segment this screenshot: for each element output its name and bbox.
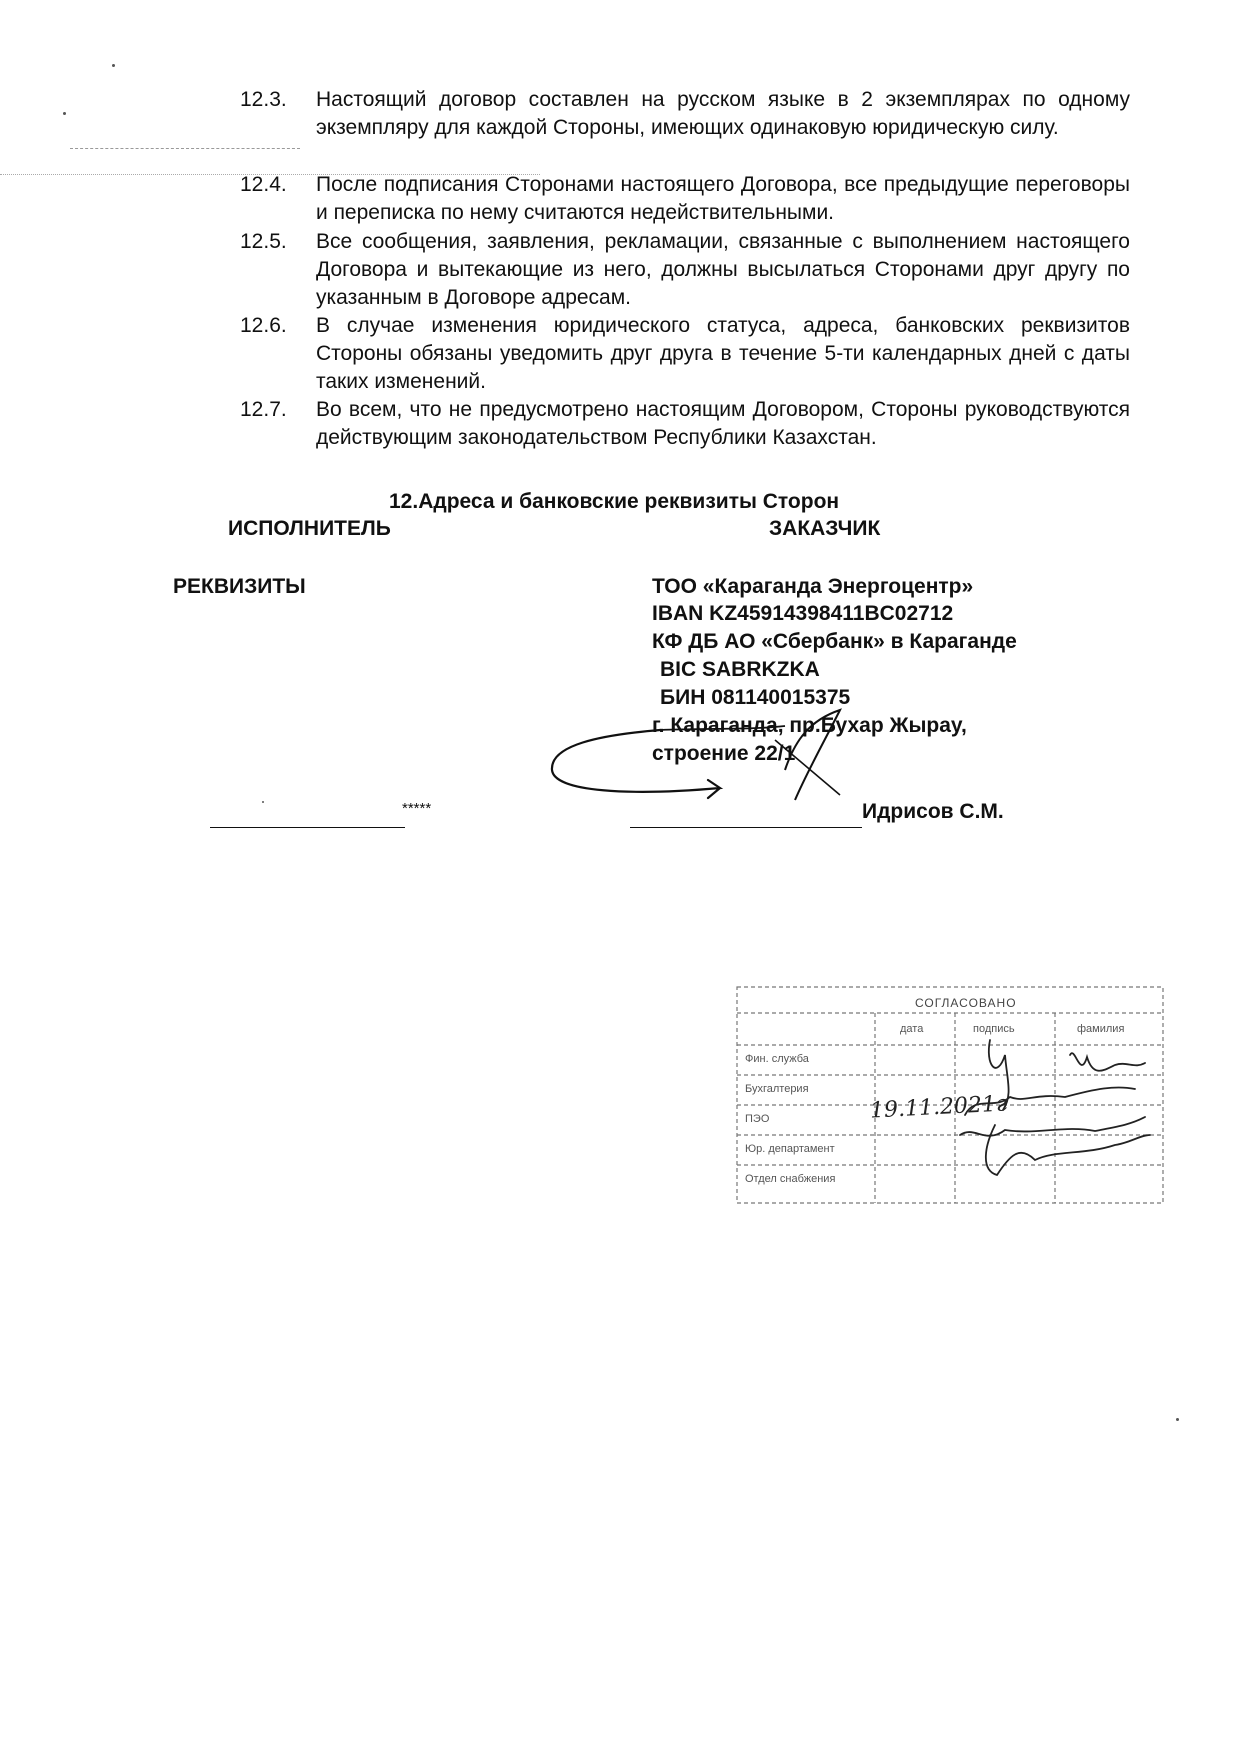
customer-signature-icon bbox=[540, 700, 860, 810]
scan-artifact-line bbox=[70, 148, 300, 149]
customer-signature-name: Идрисов С.М. bbox=[862, 800, 1004, 823]
customer-company: ТОО «Караганда Энергоцентр» bbox=[652, 575, 974, 598]
clause-number: 12.6. bbox=[240, 314, 287, 337]
executor-label: ИСПОЛНИТЕЛЬ bbox=[228, 517, 391, 540]
executor-signature-line bbox=[210, 827, 405, 828]
customer-signature-line bbox=[630, 827, 862, 828]
scan-speck bbox=[112, 64, 115, 67]
customer-iban: IBAN KZ45914398411BC02712 bbox=[652, 602, 954, 625]
customer-label: ЗАКАЗЧИК bbox=[769, 517, 881, 540]
customer-bic: BIC SABRKZKA bbox=[660, 658, 820, 681]
stamp-signatures-icon bbox=[735, 985, 1165, 1205]
clause-number: 12.3. bbox=[240, 88, 287, 111]
stamp-row: Фин. служба bbox=[745, 1053, 809, 1065]
clause-12-7 bbox=[240, 396, 1130, 452]
scan-artifact-line bbox=[0, 174, 540, 175]
clause-number: 12.4. bbox=[240, 173, 287, 196]
stamp-date: 19.11.2021г bbox=[869, 1091, 1008, 1124]
customer-bin: БИН 081140015375 bbox=[660, 686, 851, 709]
executor-signature-name: ***** bbox=[402, 800, 432, 817]
approval-stamp bbox=[735, 985, 1165, 1205]
scan-speck bbox=[1176, 1418, 1179, 1421]
clause-text: Все сообщения, заявления, рекламации, связанные с выполнением настоящего Договора и вытекающие из него, должны высылаться Сторонами друг другу по указанным в Договоре адресам. bbox=[316, 230, 1130, 309]
stamp-row: ПЭО bbox=[745, 1113, 770, 1125]
clause-12-6 bbox=[240, 312, 1130, 396]
clause-text: Настоящий договор составлен на русском языке в 2 экземплярах по одному экземпляру для каждой Стороны, имеющих одинаковую юридическую силу. bbox=[316, 88, 1130, 139]
stamp-row: Бухгалтерия bbox=[745, 1083, 809, 1095]
stamp-row: Юр. департамент bbox=[745, 1143, 835, 1155]
stamp-row: Отдел снабжения bbox=[745, 1173, 836, 1185]
clause-12-4 bbox=[240, 171, 1130, 227]
clause-number: 12.7. bbox=[240, 398, 287, 421]
customer-bank: КФ ДБ АО «Сбербанк» в Караганде bbox=[652, 630, 1017, 653]
clause-number: 12.5. bbox=[240, 230, 287, 253]
stamp-title: СОГЛАСОВАНО bbox=[915, 996, 1017, 1010]
stamp-col-surname: фамилия bbox=[1077, 1023, 1125, 1035]
scan-speck bbox=[262, 801, 264, 803]
clause-12-5 bbox=[240, 228, 1130, 312]
scan-speck bbox=[63, 112, 66, 115]
customer-address-line2: строение 22/1 bbox=[652, 742, 796, 765]
clause-text: Во всем, что не предусмотрено настоящим Договором, Стороны руководствуются действующим законодательством Республики Казахстан. bbox=[316, 398, 1130, 449]
customer-address-line1: г. Караганда, пр.Бухар Жырау, bbox=[652, 714, 967, 737]
clause-text: В случае изменения юридического статуса, адреса, банковских реквизитов Стороны обязаны уведомить друг друга в течение 5-ти календарных дней с даты таких изменений. bbox=[316, 314, 1130, 393]
stamp-col-date: дата bbox=[900, 1023, 924, 1035]
executor-details: РЕКВИЗИТЫ bbox=[173, 575, 306, 598]
clause-text: После подписания Сторонами настоящего Договора, все предыдущие переговоры и переписка по нему считаются недействительными. bbox=[316, 173, 1130, 224]
stamp-col-signature: подпись bbox=[973, 1023, 1015, 1035]
clause-12-3 bbox=[240, 86, 1130, 142]
section-title: 12.Адреса и банковские реквизиты Сторон bbox=[389, 490, 840, 513]
